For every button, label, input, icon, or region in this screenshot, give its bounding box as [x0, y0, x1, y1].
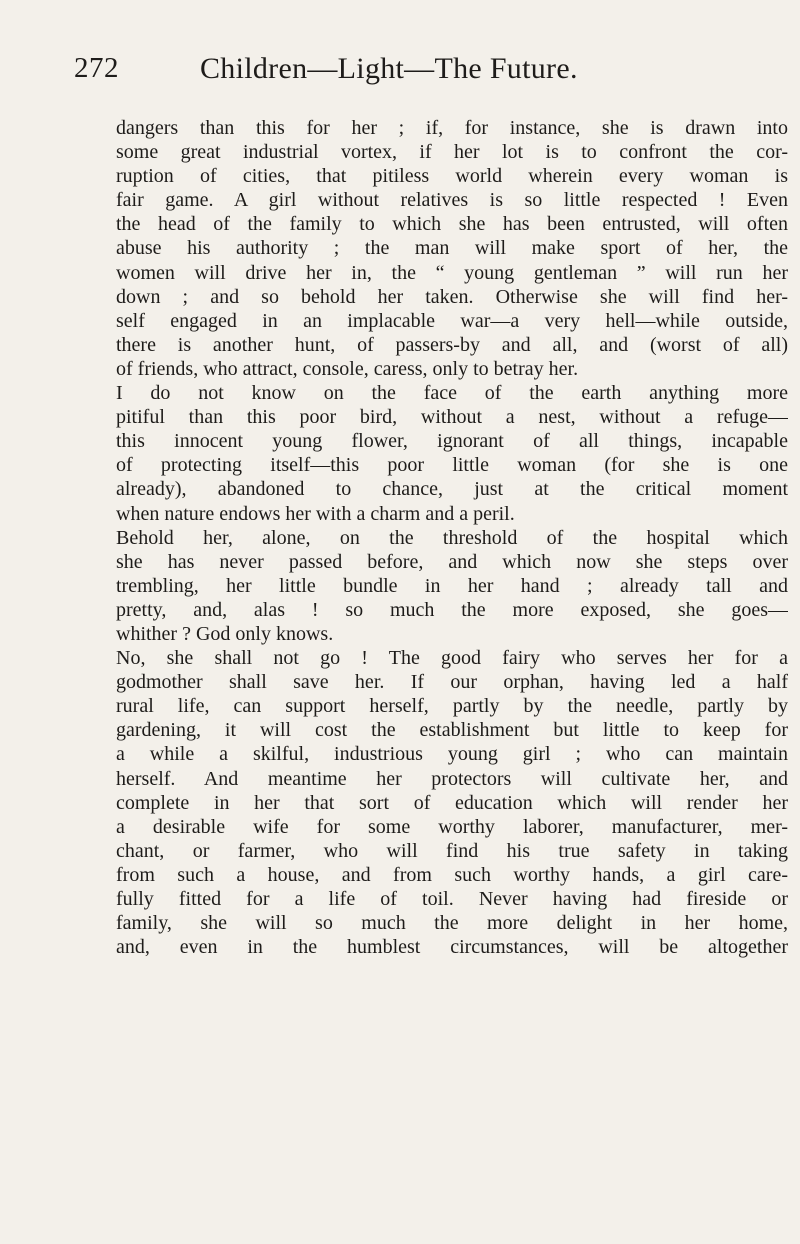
text-line: trembling, her little bundle in her hand ; already tall and: [116, 574, 788, 597]
page-number: 272: [74, 52, 119, 84]
text-line: dangers than this for her ; if, for instance, she is drawn into: [116, 117, 788, 139]
text-line: pretty, and, alas ! so much the more exposed, she goes—: [116, 598, 788, 621]
text-line: some great industrial vortex, if her lot is to confront the cor-: [116, 141, 788, 164]
text-line: whither ? God only knows.: [116, 622, 334, 645]
text-line: a desirable wife for some worthy laborer, manufacturer, mer-: [116, 815, 788, 838]
text-line: No, she shall not go ! The good fairy who serves her for a: [116, 647, 788, 670]
text-line: of protecting itself—this poor little woman (for she is one: [116, 454, 788, 477]
text-line: chant, or farmer, who will find his true safety in taking: [116, 839, 788, 862]
text-line: when nature endows her with a charm and a peril.: [116, 502, 515, 525]
text-line: ruption of cities, that pitiless world wherein every woman is: [116, 165, 788, 188]
text-line: self engaged in an implacable war—a very hell—while outside,: [116, 309, 788, 332]
text-line: fully fitted for a life of toil. Never having had fireside or: [116, 888, 788, 910]
body-text: [116, 116, 788, 959]
text-line: complete in her that sort of education which will render her: [116, 791, 788, 814]
text-line: pitiful than this poor bird, without a nest, without a refuge—: [116, 406, 788, 429]
text-line: women will drive her in, the “ young gentleman ” will run her: [116, 261, 788, 284]
running-title: Children—Light—The Future.: [200, 52, 578, 85]
text-line: gardening, it will cost the establishment but little to keep for: [116, 719, 788, 742]
text-line: rural life, can support herself, partly by the needle, partly by: [116, 695, 788, 718]
text-line: family, she will so much the more delight in her home,: [116, 912, 788, 935]
text-line: of friends, who attract, console, caress, only to betray her.: [116, 357, 579, 380]
text-line: I do not know on the face of the earth anything more: [116, 382, 788, 405]
text-line: from such a house, and from such worthy hands, a girl care-: [116, 863, 788, 886]
text-line: godmother shall save her. If our orphan, having led a half: [116, 671, 788, 694]
text-line: down ; and so behold her taken. Otherwise she will find her-: [116, 285, 788, 308]
text-line: the head of the family to which she has been entrusted, will often: [116, 213, 788, 236]
text-line: there is another hunt, of passers-by and all, and (worst of all): [116, 333, 788, 356]
page-header: [74, 52, 782, 92]
text-line: this innocent young flower, ignorant of all things, incapable: [116, 430, 788, 453]
text-line: already), abandoned to chance, just at the critical moment: [116, 478, 788, 501]
text-line: herself. And meantime her protectors will cultivate her, and: [116, 767, 788, 790]
text-line: Behold her, alone, on the threshold of the hospital which: [116, 526, 788, 549]
text-line: and, even in the humblest circumstances, will be altogether: [116, 936, 788, 959]
text-line: fair game. A girl without relatives is so little respected ! Even: [116, 189, 788, 212]
text-line: she has never passed before, and which now she steps over: [116, 550, 788, 573]
text-line: a while a skilful, industrious young girl ; who can maintain: [116, 743, 788, 766]
text-line: abuse his authority ; the man will make sport of her, the: [116, 237, 788, 260]
